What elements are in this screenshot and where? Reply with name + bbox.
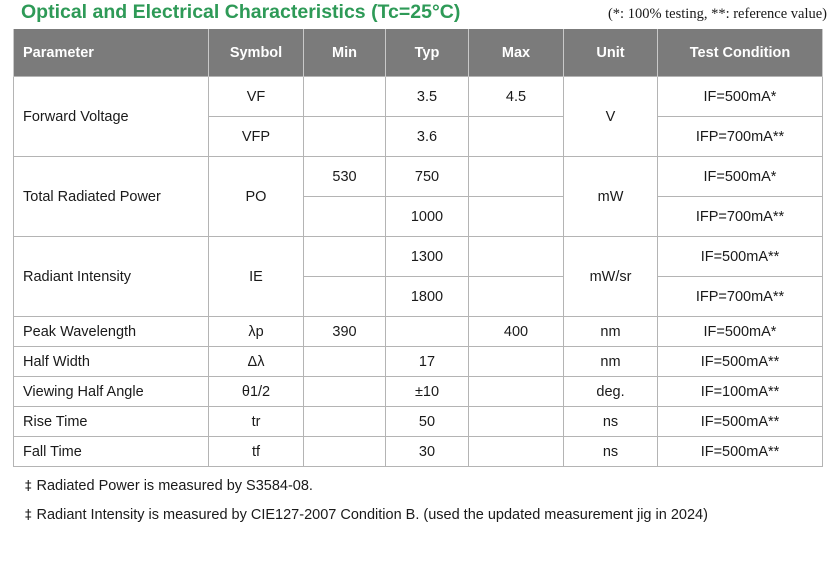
max-cell [469,237,564,277]
typ-cell: 1000 [386,197,469,237]
column-header-test-condition: Test Condition [658,29,823,77]
unit-cell: nm [564,347,658,377]
unit-cell: mW [564,157,658,237]
footnote-marker: ‡ [25,508,32,523]
column-header-min: Min [304,29,386,77]
symbol-cell: Δλ [209,347,304,377]
min-cell [304,347,386,377]
min-cell [304,117,386,157]
typ-cell: ±10 [386,377,469,407]
table-row [14,317,823,347]
typ-cell: 50 [386,407,469,437]
max-cell: 400 [469,317,564,347]
parameter-cell: Total Radiated Power [14,157,209,237]
condition-cell: IF=500mA** [658,437,823,467]
max-cell [469,197,564,237]
column-header-symbol: Symbol [209,29,304,77]
typ-cell: 30 [386,437,469,467]
min-cell [304,197,386,237]
typ-cell: 750 [386,157,469,197]
column-header-parameter: Parameter [14,29,209,77]
parameter-cell: Fall Time [14,437,209,467]
parameter-cell: Peak Wavelength [14,317,209,347]
min-cell [304,77,386,117]
footnote-radiated-power [25,476,708,505]
condition-cell: IF=500mA** [658,347,823,377]
min-cell [304,237,386,277]
min-cell [304,437,386,467]
condition-cell: IF=500mA* [658,77,823,117]
max-cell [469,347,564,377]
column-header-unit: Unit [564,29,658,77]
max-cell [469,377,564,407]
condition-cell: IF=500mA* [658,317,823,347]
footnote-text: Radiant Intensity is measured by CIE127-2007 Condition B. (used the updated measurement jig in 2024) [36,507,708,523]
min-cell: 390 [304,317,386,347]
max-cell [469,277,564,317]
max-cell [469,117,564,157]
condition-cell: IFP=700mA** [658,197,823,237]
table-row [14,437,823,467]
table-row [14,237,823,277]
condition-cell: IFP=700mA** [658,117,823,157]
unit-cell: mW/sr [564,237,658,317]
min-cell: 530 [304,157,386,197]
symbol-cell: IE [209,237,304,317]
unit-cell: ns [564,437,658,467]
min-cell [304,377,386,407]
testing-legend-note: (*: 100% testing, **: reference value) [607,6,827,22]
footnote-marker: ‡ [25,479,32,494]
typ-cell: 1800 [386,277,469,317]
max-cell [469,157,564,197]
parameter-cell: Rise Time [14,407,209,437]
table-row [14,77,823,117]
parameter-cell: Forward Voltage [14,77,209,157]
condition-cell: IF=100mA** [658,377,823,407]
min-cell [304,277,386,317]
max-cell [469,407,564,437]
unit-cell: V [564,77,658,157]
column-header-max: Max [469,29,564,77]
table-row [14,377,823,407]
table-header-row [14,29,823,77]
section-title: Optical and Electrical Characteristics (Tc=25°C) [21,1,461,23]
table-row [14,407,823,437]
symbol-cell: λp [209,317,304,347]
condition-cell: IFP=700mA** [658,277,823,317]
condition-cell: IF=500mA** [658,407,823,437]
symbol-cell: VFP [209,117,304,157]
condition-cell: IF=500mA* [658,157,823,197]
unit-cell: deg. [564,377,658,407]
table-row [14,157,823,197]
symbol-cell: PO [209,157,304,237]
column-header-typ: Typ [386,29,469,77]
symbol-cell: tf [209,437,304,467]
unit-cell: ns [564,407,658,437]
table-row [14,347,823,377]
max-cell: 4.5 [469,77,564,117]
footnote-radiant-intensity [25,505,708,534]
condition-cell: IF=500mA** [658,237,823,277]
parameter-cell: Viewing Half Angle [14,377,209,407]
typ-cell: 1300 [386,237,469,277]
symbol-cell: θ1/2 [209,377,304,407]
parameter-cell: Half Width [14,347,209,377]
max-cell [469,437,564,467]
symbol-cell: tr [209,407,304,437]
typ-cell [386,317,469,347]
min-cell [304,407,386,437]
unit-cell: nm [564,317,658,347]
symbol-cell: VF [209,77,304,117]
footnote-text: Radiated Power is measured by S3584-08. [36,478,313,494]
characteristics-table [13,29,823,467]
typ-cell: 3.6 [386,117,469,157]
typ-cell: 17 [386,347,469,377]
typ-cell: 3.5 [386,77,469,117]
parameter-cell: Radiant Intensity [14,237,209,317]
footnotes [25,476,708,534]
